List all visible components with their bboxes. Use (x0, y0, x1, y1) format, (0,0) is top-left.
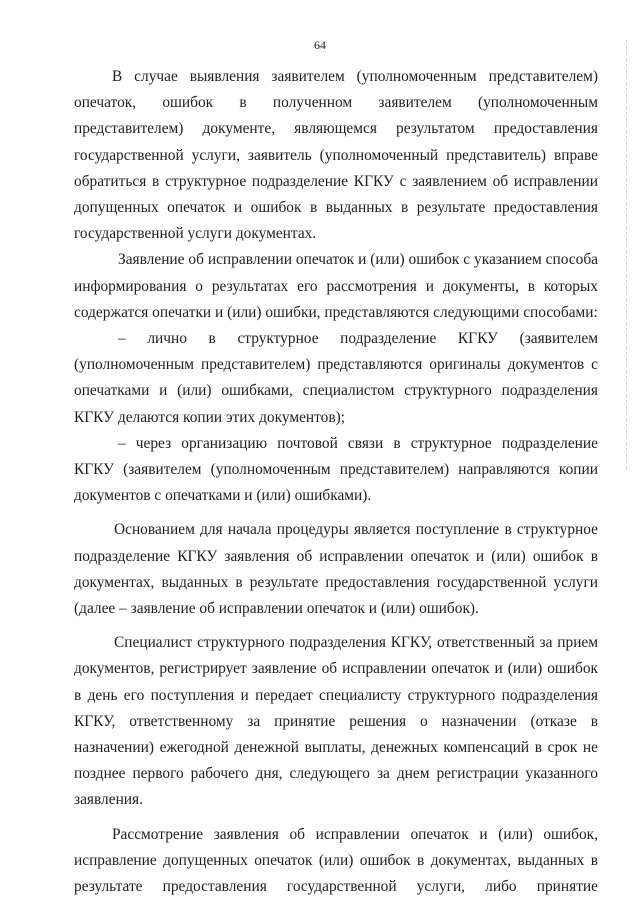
paragraph-5: Основанием для начала процедуры является поступление в структурное подразделение КГКУ заявления об исправлении опечаток и (или) ошибок в документах, выданных в результате предоставления государственной услуги (далее – заявление об исправлении опечаток и (или) ошибок). (74, 521, 598, 618)
paragraph-2: Заявление об исправлении опечаток и (или) ошибок с указанием способа информирования о результатах его рассмотрения и документы, в которых содержатся опечатки и (или) ошибки, представляются следующими способами: (74, 251, 598, 321)
paragraph-1: В случае выявления заявителем (уполномоченным представителем) опечаток, ошибок в полученном заявителем (уполномоченным представителем) документе, являющемся результатом предоставления государственной услуги, заявитель (уполномоченный представитель) вправе обратиться в структурное подразделение КГКУ с заявлением об исправлении допущенных опечаток и ошибок в выданных в результате предоставления государственной услуги документах. (74, 68, 598, 243)
paragraph-6: Специалист структурного подразделения КГКУ, ответственный за прием документов, регистрирует заявление об исправлении опечаток и (или) ошибок в день его поступления и передает специалисту структурного подразделения КГКУ, ответственному за принятие решения о назначении (отказе в назначении) ежегодной денежной выплаты, денежных компенсаций в срок не позднее первого рабочего дня, следующего за днем регистрации указанного заявления. (74, 634, 598, 809)
paragraph-3: – лично в структурное подразделение КГКУ (заявителем (уполномоченным представителем) представляются оригиналы документов с опечатками и (или) ошибками, специалистом структурного подразделения КГКУ делаются копии этих документов); (74, 330, 598, 426)
margin-rule (626, 40, 627, 470)
paragraph-7: Рассмотрение заявления об исправлении опечаток и (или) ошибок, исправление допущенных опечаток (или) ошибок в документах, выданных в результате предоставления государственной услуги, либо принятие (74, 825, 598, 896)
page-number: 64 (314, 38, 326, 52)
paragraph-4: – через организацию почтовой связи в структурное подразделение КГКУ (заявителем (уполномоченным представителем) направляются копии документов с опечатками и (или) ошибками). (74, 434, 598, 505)
document-body (74, 64, 598, 900)
